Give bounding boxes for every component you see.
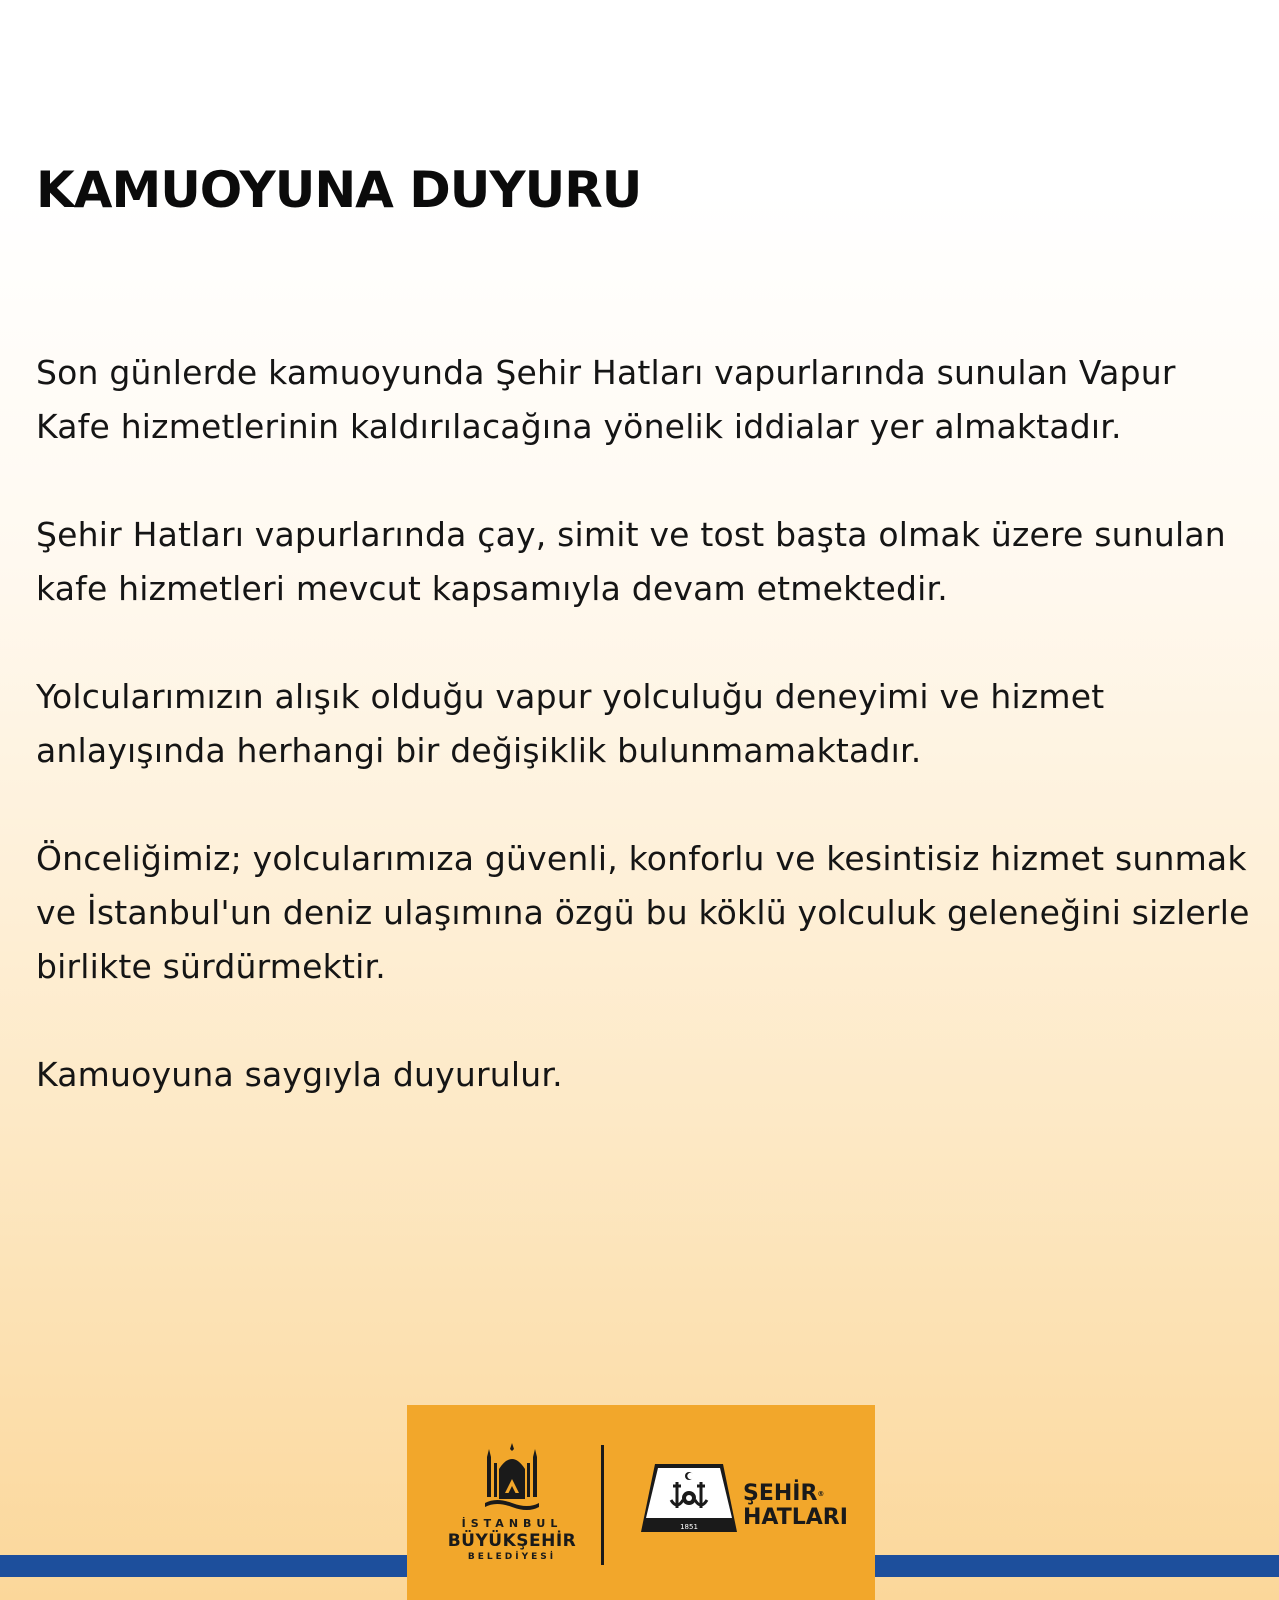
ibb-logo	[427, 1441, 597, 1563]
paragraph-2: Şehir Hatları vapurlarında çay, simit ve tost başta olmak üzere sunulan kafe hizmetleri mevcut kapsamıyla devam etmektedir.	[36, 515, 1226, 608]
paragraph-1: Son günlerde kamuoyunda Şehir Hatları vapurlarında sunulan Vapur Kafe hizmetlerinin kaldırılacağına yönelik iddialar yer almaktadır.	[36, 353, 1176, 446]
logo-divider	[601, 1445, 604, 1565]
ibb-logo-line3: BELEDİYESİ	[467, 1552, 557, 1562]
ibb-emblem-icon	[481, 1441, 543, 1515]
sh-logo-line2: HATLARI	[743, 1505, 848, 1530]
announcement-body	[36, 346, 1251, 1156]
paragraph-5: Kamuoyuna saygıyla duyurulur.	[36, 1055, 563, 1094]
paragraph-4: Önceliğimiz; yolcularımıza güvenli, konforlu ve kesintisiz hizmet sunmak ve İstanbul'un deniz ulaşımına özgü bu köklü yolculuk geleneğini sizlerle birlikte sürdürmektir.	[36, 839, 1250, 986]
paragraph-3: Yolcularımızın alışık olduğu vapur yolculuğu deneyimi ve hizmet anlayışında herhangi bir değişiklik bulunmamaktadır.	[36, 677, 1105, 770]
sh-logo-line1-text: ŞEHİR	[743, 1481, 818, 1506]
sh-logo-line1	[743, 1482, 824, 1506]
sh-badge-year: 1851	[680, 1523, 698, 1531]
footer-logo-panel	[407, 1405, 875, 1600]
sh-registered-mark: ®	[817, 1490, 825, 1498]
page-title: KAMUOYUNA DUYURU	[36, 161, 642, 219]
sehir-hatlari-logo	[639, 1460, 859, 1560]
anchor-emblem-icon	[639, 1460, 739, 1536]
ibb-logo-line2: BÜYÜKŞEHİR	[447, 1531, 577, 1551]
ibb-logo-line1: İSTANBUL	[461, 1517, 563, 1530]
